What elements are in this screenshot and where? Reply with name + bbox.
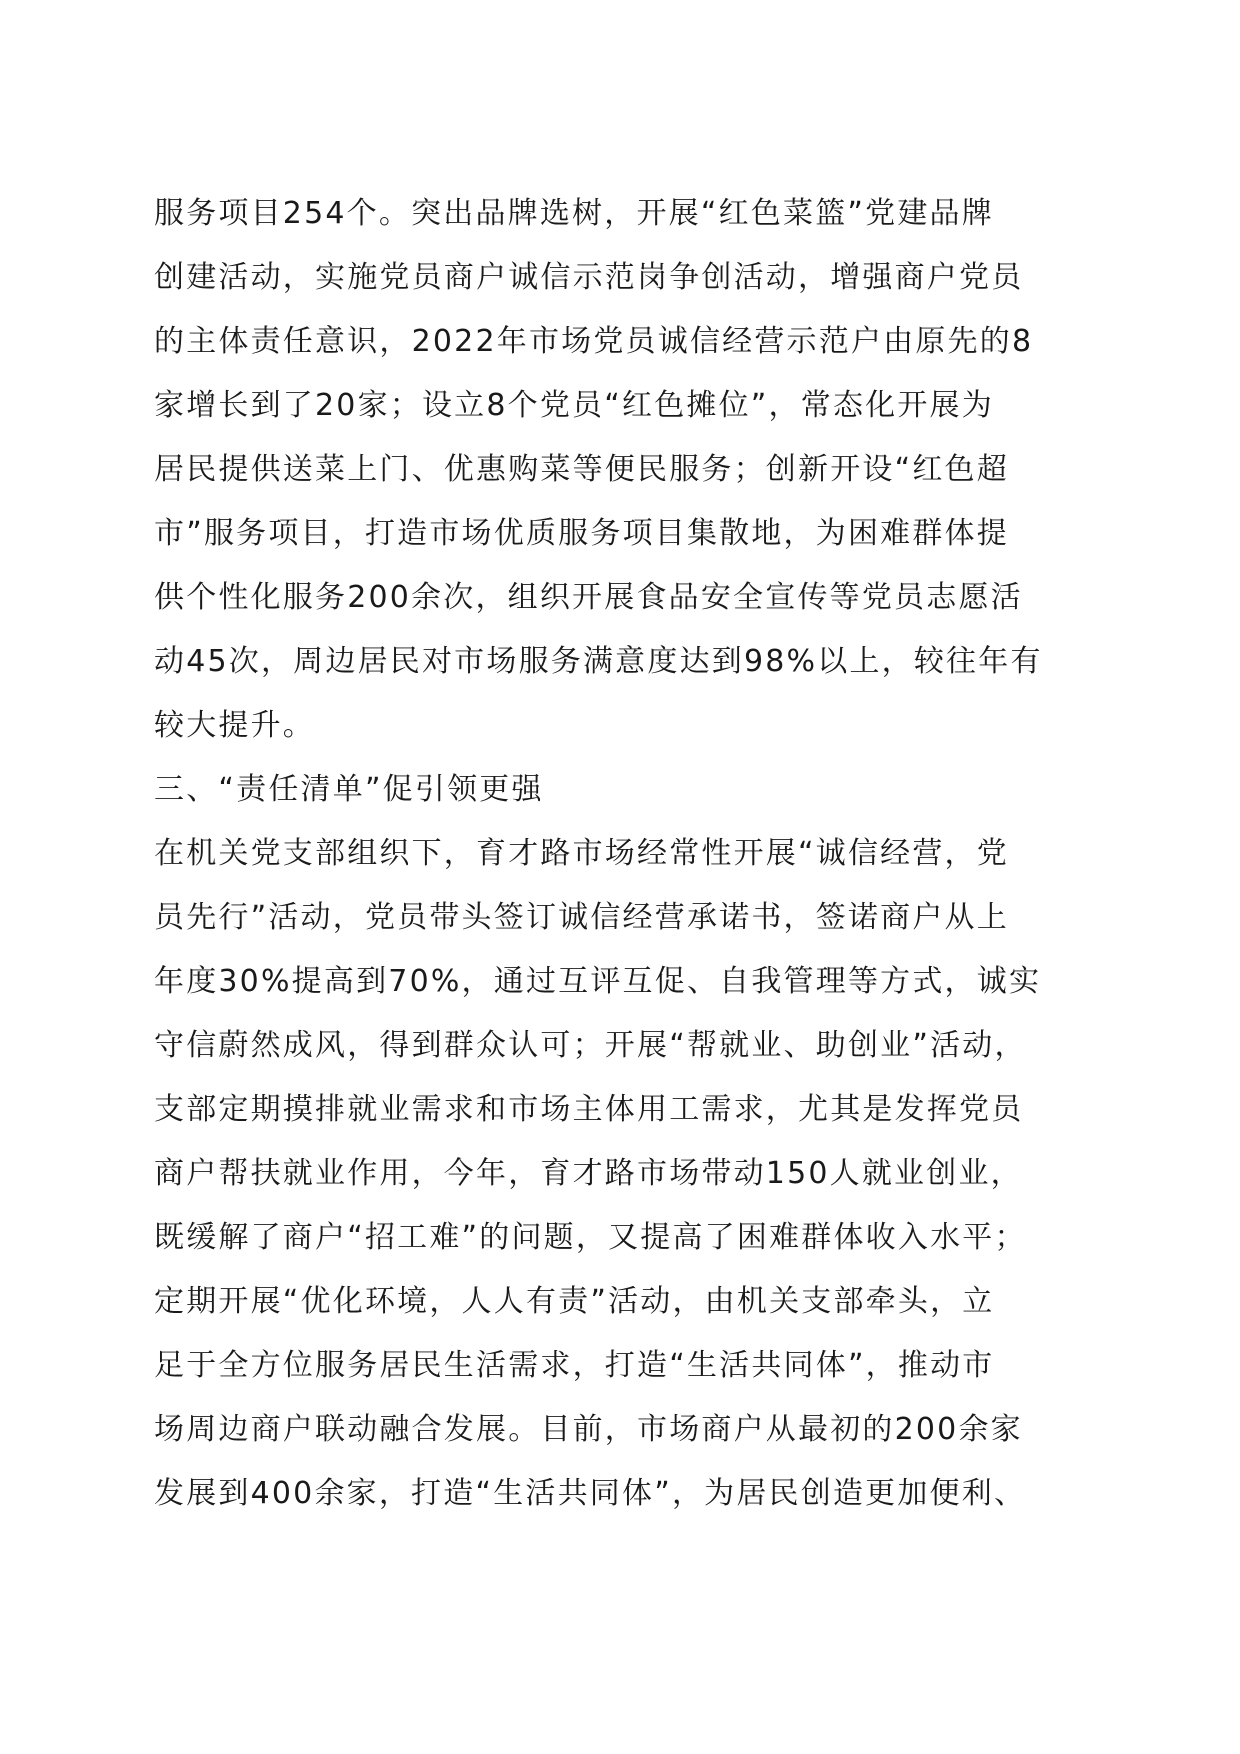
text-line: 家增长到了20家；设立8个党员“红色摊位”，常态化开展为 — [154, 388, 994, 423]
text-line: 场周边商户联动融合发展。目前，市场商户从最初的200余家 — [154, 1412, 1023, 1447]
text-line: 居民提供送菜上门、优惠购菜等便民服务；创新开设“红色超 — [154, 452, 1009, 487]
section-heading: 三、“责任清单”促引领更强 — [154, 772, 544, 807]
text-line: 既缓解了商户“招工难”的问题，又提高了困难群体收入水平； — [154, 1220, 1027, 1255]
text-line: 定期开展“优化环境，人人有责”活动，由机关支部牵头，立 — [154, 1284, 995, 1319]
text-line: 发展到400余家，打造“生活共同体”，为居民创造更加便利、 — [154, 1476, 1027, 1511]
text-line: 员先行”活动，党员带头签订诚信经营承诺书，签诺商户从上 — [154, 900, 1009, 935]
text-line: 的主体责任意识，2022年市场党员诚信经营示范户由原先的8 — [154, 324, 1034, 359]
text-line: 动45次，周边居民对市场服务满意度达到98%以上，较往年有 — [154, 644, 1043, 679]
text-line: 在机关党支部组织下，育才路市场经常性开展“诚信经营，党 — [154, 836, 1009, 871]
text-line: 守信蔚然成风，得到群众认可；开展“帮就业、助创业”活动， — [154, 1028, 1027, 1063]
text-line: 服务项目254个。突出品牌选树，开展“红色菜篮”党建品牌 — [154, 196, 994, 231]
text-line: 商户帮扶就业作用，今年，育才路市场带动150人就业创业， — [154, 1156, 1023, 1191]
text-line: 供个性化服务200余次，组织开展食品安全宣传等党员志愿活 — [154, 580, 1023, 615]
text-line: 较大提升。 — [154, 708, 315, 743]
text-line: 创建活动，实施党员商户诚信示范岗争创活动，增强商户党员 — [154, 260, 1024, 295]
text-line: 足于全方位服务居民生活需求，打造“生活共同体”，推动市 — [154, 1348, 995, 1383]
body-text — [154, 182, 1094, 1526]
text-line: 年度30%提高到70%，通过互评互促、自我管理等方式，诚实 — [154, 964, 1042, 999]
text-line: 市”服务项目，打造市场优质服务项目集散地，为困难群体提 — [154, 516, 1009, 551]
text-line: 支部定期摸排就业需求和市场主体用工需求，尤其是发挥党员 — [154, 1092, 1024, 1127]
